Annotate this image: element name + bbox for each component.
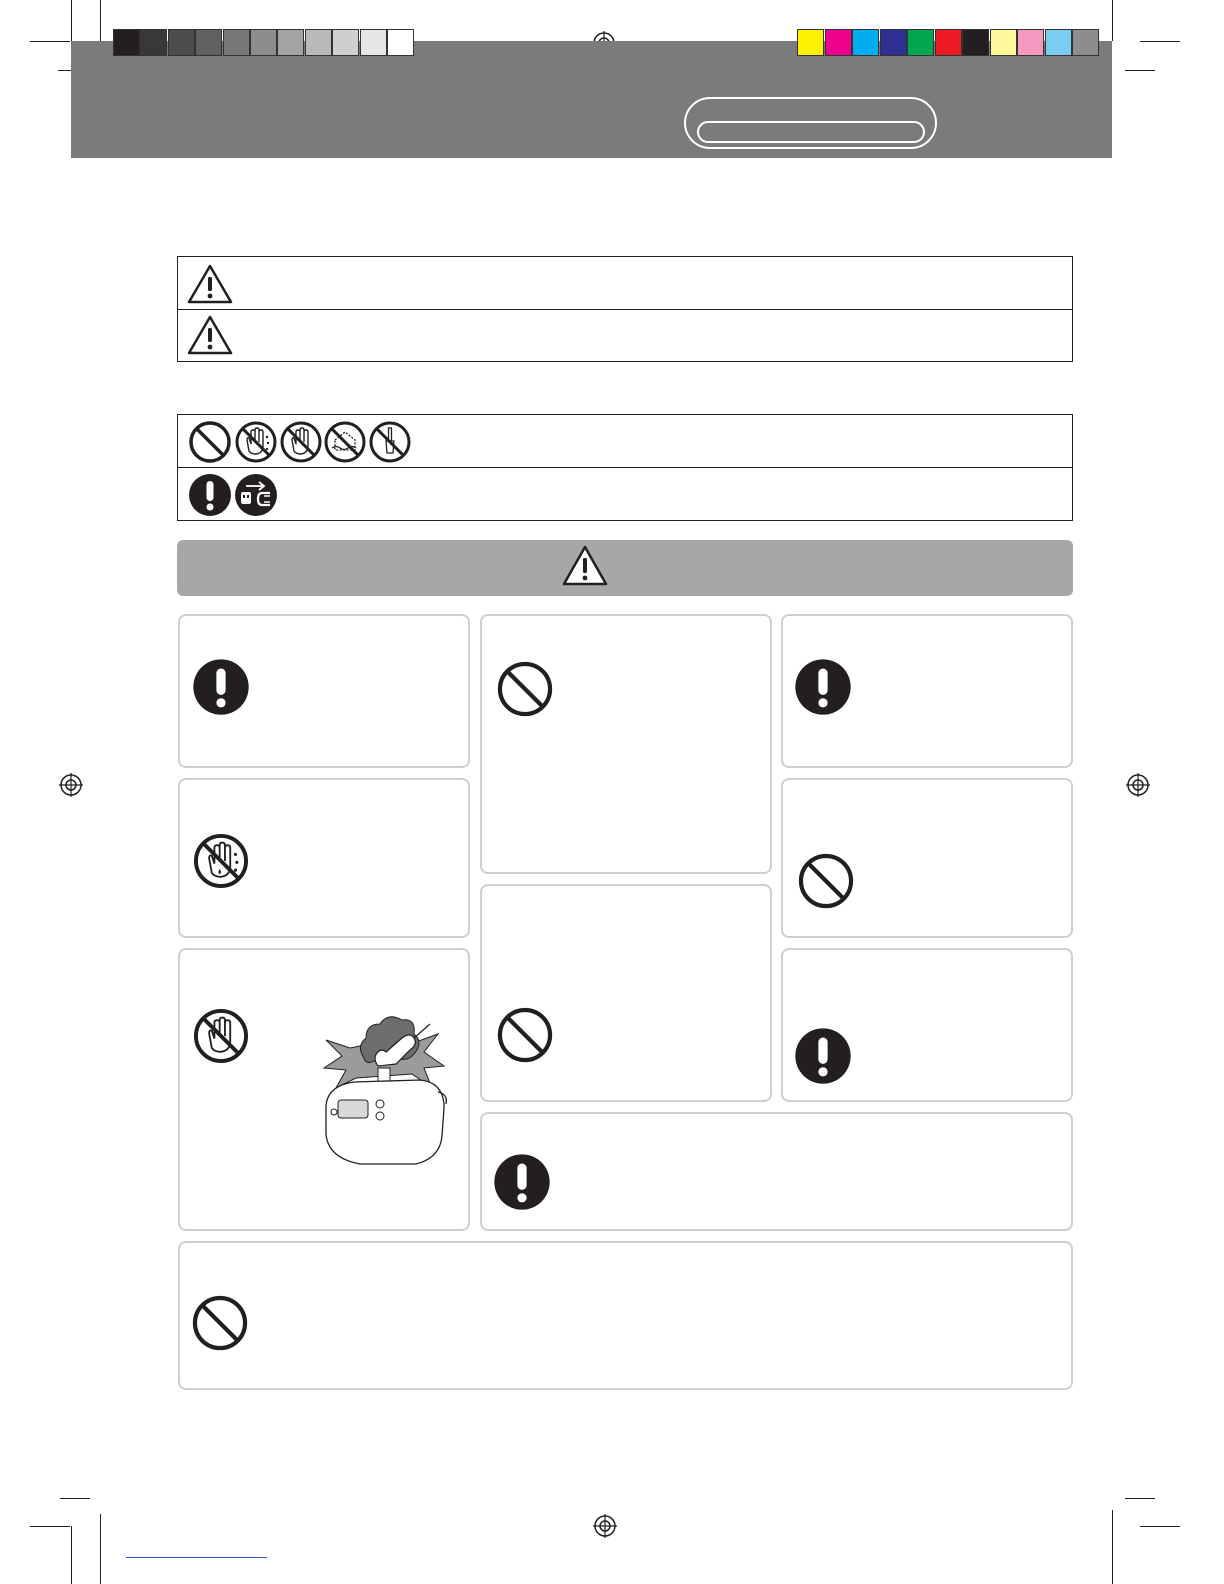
- warning-card: [480, 1112, 1073, 1231]
- color-swatch: [962, 29, 989, 56]
- color-swatch: [935, 29, 962, 56]
- color-swatch: [990, 29, 1017, 56]
- crop-mark: [1112, 0, 1113, 41]
- warning-triangle-icon: [561, 544, 609, 588]
- color-swatch: [852, 29, 879, 56]
- warning-card: [178, 948, 470, 1231]
- legend-row-instructions: [178, 468, 1072, 521]
- do-not-touch-icon: [192, 1007, 250, 1065]
- do-not-touch-icon: [279, 420, 323, 464]
- crop-mark: [1140, 1526, 1180, 1527]
- warning-card: [781, 614, 1073, 768]
- warning-triangle-icon: [186, 263, 234, 305]
- mandatory-icon: [493, 1153, 551, 1211]
- warning-card: [781, 948, 1073, 1102]
- no-wet-hands-icon: [234, 420, 278, 464]
- color-swatch: [195, 29, 222, 56]
- no-wet-hands-icon: [192, 832, 250, 890]
- color-swatch: [907, 29, 934, 56]
- color-swatch: [880, 29, 907, 56]
- crop-mark: [1125, 70, 1155, 71]
- warning-banner: [177, 540, 1073, 596]
- warning-card: [178, 778, 470, 938]
- crop-mark: [30, 1526, 70, 1527]
- legend-row-caution: [178, 310, 1072, 362]
- crop-mark: [1112, 1510, 1113, 1584]
- color-swatch: [825, 29, 852, 56]
- header-band: [71, 41, 1112, 158]
- crop-mark: [71, 0, 72, 41]
- registration-mark-icon: [593, 1514, 617, 1538]
- section-title-inner-pill: [697, 121, 925, 143]
- color-swatch: [277, 29, 304, 56]
- color-swatch: [332, 29, 359, 56]
- registration-mark-icon: [1126, 773, 1150, 797]
- footer-rule: [126, 1557, 267, 1558]
- color-swatch: [797, 29, 824, 56]
- prohibited-icon: [496, 1006, 554, 1064]
- prohibited-icon: [188, 420, 232, 464]
- mandatory-icon: [192, 658, 250, 716]
- mandatory-icon: [794, 1027, 852, 1085]
- prohibited-icon: [496, 660, 554, 718]
- warning-card: [781, 778, 1073, 938]
- color-swatch: [168, 29, 195, 56]
- color-swatch: [223, 29, 250, 56]
- caution-triangle-icon: [186, 314, 234, 356]
- section-title-pill: [684, 97, 937, 149]
- mandatory-icon: [188, 473, 232, 517]
- crop-mark: [100, 1514, 101, 1584]
- color-swatch: [140, 29, 167, 56]
- color-swatch: [250, 29, 277, 56]
- mandatory-icon: [794, 658, 852, 716]
- do-not-disassemble-icon: [368, 420, 412, 464]
- warning-card: [480, 614, 772, 874]
- color-swatch: [113, 29, 140, 56]
- legend-row-prohibitions: [178, 415, 1072, 468]
- warning-card: [178, 614, 470, 768]
- do-not-immerse-icon: [323, 420, 367, 464]
- registration-mark-icon: [59, 773, 83, 797]
- prohibited-icon: [797, 852, 855, 910]
- legend-row-warning: [178, 257, 1072, 310]
- crop-mark: [30, 41, 70, 42]
- warning-card: [178, 1241, 1073, 1390]
- color-swatch: [387, 29, 414, 56]
- crop-mark: [1140, 41, 1180, 42]
- color-swatch: [360, 29, 387, 56]
- prohibited-icon: [191, 1294, 249, 1352]
- crop-mark: [60, 1498, 90, 1499]
- severity-legend: [177, 256, 1073, 362]
- color-swatch: [305, 29, 332, 56]
- warning-card: [480, 884, 772, 1102]
- symbols-legend: [177, 414, 1073, 521]
- unplug-icon: [234, 473, 278, 517]
- crop-mark: [1125, 1498, 1155, 1499]
- color-swatch: [1017, 29, 1044, 56]
- color-swatch: [1045, 29, 1072, 56]
- crop-mark: [71, 1526, 72, 1584]
- rice-cooker-steam-vent-illustration: [320, 1008, 448, 1170]
- color-swatch: [1072, 29, 1099, 56]
